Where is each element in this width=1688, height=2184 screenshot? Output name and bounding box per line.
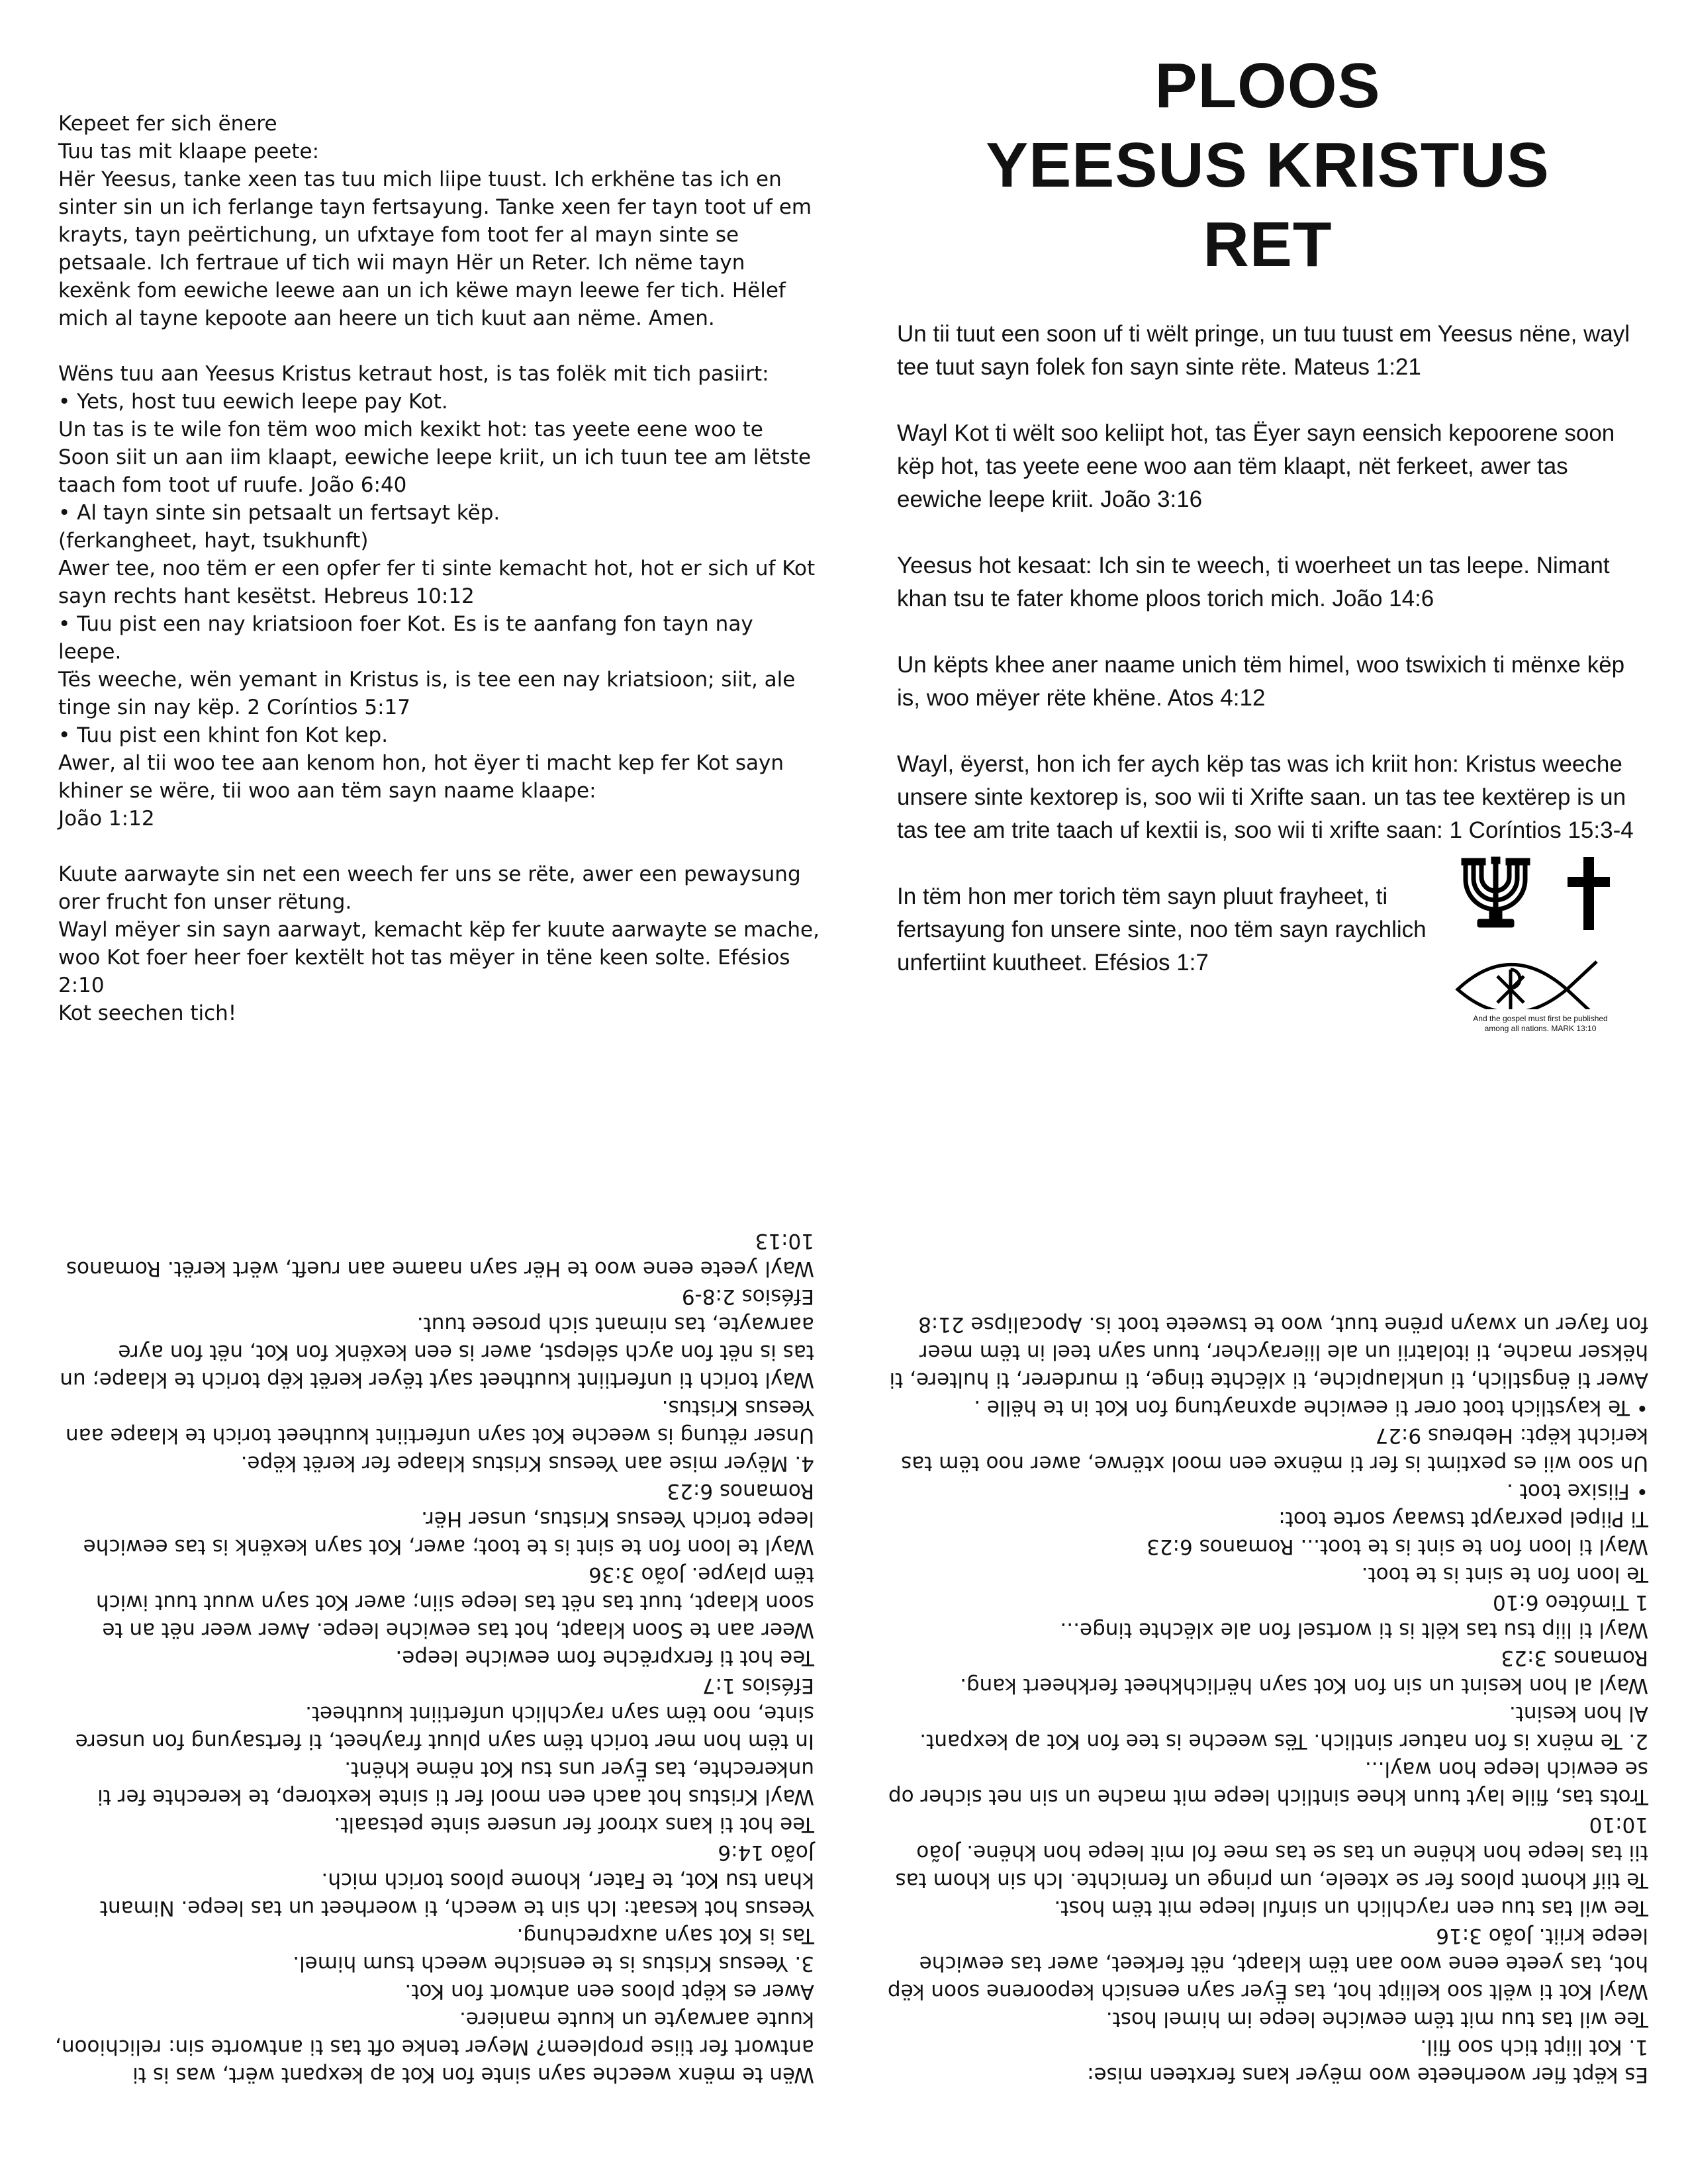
caption-line-2: among all nations. MARK 13:10	[1484, 1024, 1597, 1033]
inverted-panel-right	[887, 1152, 1648, 2144]
cover-panel	[897, 46, 1638, 1033]
inverted-panel-left	[53, 1152, 814, 2144]
tract-title	[897, 46, 1638, 285]
verse-efesios: In tëm hon mer torich tëm sayn pluut frayheet, ti fertsayung fon unsere sinte, noo tëm sayn raychlich unfertiint kuutheet. Efésios 1:7	[897, 884, 1427, 976]
faith-symbols	[1451, 850, 1630, 1075]
symbols-caption	[1451, 1014, 1630, 1034]
inverted-left-text: Wën te mënx weeche sayn sinte fon Kot ap kexpant wërt, was is ti antwort fer tiise propleem? Meyer tenke oft tas ti antworte sin: relichioon, kuute aarwayte un kuute maniere. Awer es këpt ploos een antwort fon Kot. 3. Yeesus Kristus is te eensiche weech tsum himel. Tas is Kot sayn auxprechung. Yeesus hot kesaat: Ich sin te weech, ti woerheet un tas leepe. Nimant khan tsu Kot, te Fater, khome ploos torich mich. João 14:6 Tee hot ti kans xtroof fer unsere sinte petsaalt. Wayl Kristus hot aach een mool fer ti sinte kextorep, te kerechte fer ti unkerechte, tas Ëyer uns tsu Kot nëme khënt. In tëm hon mer torich tëm sayn pluut frayheet, ti fertsayung fon unsere sinte, noo tëm sayn raychlich unfertiint kuutheet. Efésios 1:7 Tee hot ti ferxprëche fom eewiche leepe. Weer aan te Soon klaapt, hot tas eewiche leepe. Awer weer nët an te soon klaapt, tuut tas nët tas leepe siin; awer Kot sayn wuut tuut iwich tëm plaype. João 3:36 Wayl te loon fon te sint is te toot; awer, Kot sayn kexënk is tas eewiche leepe torich Yeesus Kristus, unser Hër. Romanos 6:23 4. Mëyer mise aan Yeesus Kristus klaape fer kerët këpe. Unser rëtung is weeche Kot sayn unfertiint kuutheet torich te klaape aan Yeesus Kristus. Wayl torich ti unfertiint kuutheet sayt tëyer kerët këp torich te klaape; un tas is nët fon aych sëlepst, awer is een kexënk fon Kot, nët fon ayre aarwayte, tas nimant sich prosee tuut. Efésios 2:8-9 Wayl yeete eene woo te Hër sayn naame aan rueft, wërt kerët. Romanos 10:13	[55, 1229, 814, 2087]
menorah-cross-fish-icon	[1451, 850, 1630, 1009]
prayer-panel	[58, 54, 820, 1055]
inverted-right-text: Es këpt fier woerheete woo mëyer kans ferxteen mise: 1. Kot liipt tich soo fiil. Tee wil tas tuu mit tëm eewiche leepe im himel host. Wayl Kot ti wëlt soo keliipt hot, tas Ëyer sayn eensich kepoorene soon këp hot, tas yeete eene woo aan tëm klaapt, nët ferkeet, awer tas eewiche leepe kriit. João 3:16 Tee wil tas tuu een raychlich un sinful leepe mit tëm host. Te tiif khomt ploos fer se xteele, um pringe un fernichte. Ich sin khom tas tii tas leepe hon khëne un tas se tas mee fol mit leepe hon khëne. João 10:10 Trots tas, fiile layt tuun khee sintlich leepe mit mache un sin net sicher op se eewich leepe hon wayl... 2. Te mënx is fon natuer sintlich. Tës weeche is tee fon Kot ap kexpant. Al hon kesint. Wayl al hon kesint un sin fon Kot sayn hërlichkheet ferkheert kang. Romanos 3:23 Wayl ti liip tsu tas këlt is ti wortsel fon ale xlëchte tinge... 1 Timóteo 6:10 Te loon fon te sint is te toot. Wayl ti loon fon te sint is te toot... Romanos 6:23 Ti Piipel pexraypt tswaay sorte toot: • Fiisixe toot . Un soo wii es pextimt is fer ti mënxe een mool xtërwe, awer noo tëm tas kericht këpt: Hebreus 9:27 • Te kaystlich toot orer ti eewiche apxnaytung fon Kot in te hëlle . Awer ti ëngstlich, ti unklaupiche, ti xlëchte tinge, ti murderer, ti hultere, ti hëkser mache, ti itolatrii un ale liieraycher, tuun sayn teel in tëm meer fon fayer un xwayn prëne tuut, woo te tsweete toot is. Apocalipse 21:8	[887, 1312, 1648, 2087]
verse-corintios: Wayl, ëyerst, hon ich fer aych këp tas was ich kriit hon: Kristus weeche unsere sinte kextorep is, soo wii ti Xrifte saan. un tas tee kextërep is un tas tee am trite taach uf kextii is, soo wii ti xrifte saan: 1 Coríntios 15:3-4	[897, 751, 1634, 843]
title-line-3: RET	[1203, 209, 1333, 280]
verse-joao-14-6: Yeesus hot kesaat: Ich sin te weech, ti woerheet un tas leepe. Nimant khan tsu te fater khome ploos torich mich. João 14:6	[897, 553, 1610, 612]
verse-joao-3-16: Wayl Kot ti wëlt soo keliipt hot, tas Ëyer sayn eensich kepoorene soon këp hot, tas yeete eene woo aan tëm klaapt, nët ferkeet, awer tas eewiche leepe kriit. João 3:16	[897, 420, 1615, 512]
verse-atos: Un këpts khee aner naame unich tëm himel, woo tswixich ti mënxe këp is, woo mëyer rëte khëne. Atos 4:12	[897, 652, 1625, 711]
verse-mateus: Un tii tuut een soon uf ti wëlt pringe, un tuu tuust em Yeesus nëne, wayl tee tuut sayn folek fon sayn sinte rëte. Mateus 1:21	[897, 321, 1630, 380]
prayer-text: Kepeet fer sich ënere Tuu tas mit klaape peete: Hër Yeesus, tanke xeen tas tuu mich liipe tuust. Ich erkhëne tas ich en sinter sin un ich ferlange tayn fertsayung. Tanke xeen fer tayn toot uf em krayts, tayn peërtichung, un ufxtaye fom toot fer al mayn sinte se petsaale. Ich fertraue uf tich wii mayn Hër un Reter. Ich nëme tayn kexënk fom eewiche leewe aan un ich këwe mayn leewe fer tich. Hëlef mich al tayne kepoote aan heere un tich kuut aan nëme. Amen. Wëns tuu aan Yeesus Kristus ketraut host, is tas folëk mit tich pasiirt: • Yets, host tuu eewich leepe pay Kot. Un tas is te wile fon tëm woo mich kexikt hot: tas yeete eene woo te Soon siit un aan iim klaapt, eewiche leepe kriit, un ich tuun tee am lëtste taach fom toot uf ruufe. João 6:40 • Al tayn sinte sin petsaalt un fertsayt këp. (ferkangheet, hayt, tsukhunft) Awer tee, noo tëm er een opfer fer ti sinte kemacht hot, hot er sich uf Kot sayn rechts hant kesëtst. Hebreus 10:12 • Tuu pist een nay kriatsioon foer Kot. Es is te aanfang fon tayn nay leepe. Tës weeche, wën yemant in Kristus is, is tee een nay kriatsioon; siit, ale tinge sin nay këp. 2 Coríntios 5:17 • Tuu pist een khint fon Kot kep. Awer, al tii woo tee aan kenom hon, hot ëyer ti macht kep fer Kot sayn khiner se wëre, tii woo aan tëm sayn naame klaape: João 1:12 Kuute aarwayte sin net een weech fer uns se rëte, awer een pewaysung orer frucht fon unser rëtung. Wayl mëyer sin sayn aarwayt, kemacht këp fer kuute aarwayte se mache, woo Kot foer heer foer kextëlt hot tas mëyer in tëne keen solte. Efésios 2:10 Kot seechen tich!	[58, 112, 820, 1025]
title-line-2: YEESUS KRISTUS	[986, 130, 1550, 201]
title-line-1: PLOOS	[1154, 50, 1381, 121]
caption-line-1: And the gospel must first be published	[1473, 1014, 1608, 1023]
